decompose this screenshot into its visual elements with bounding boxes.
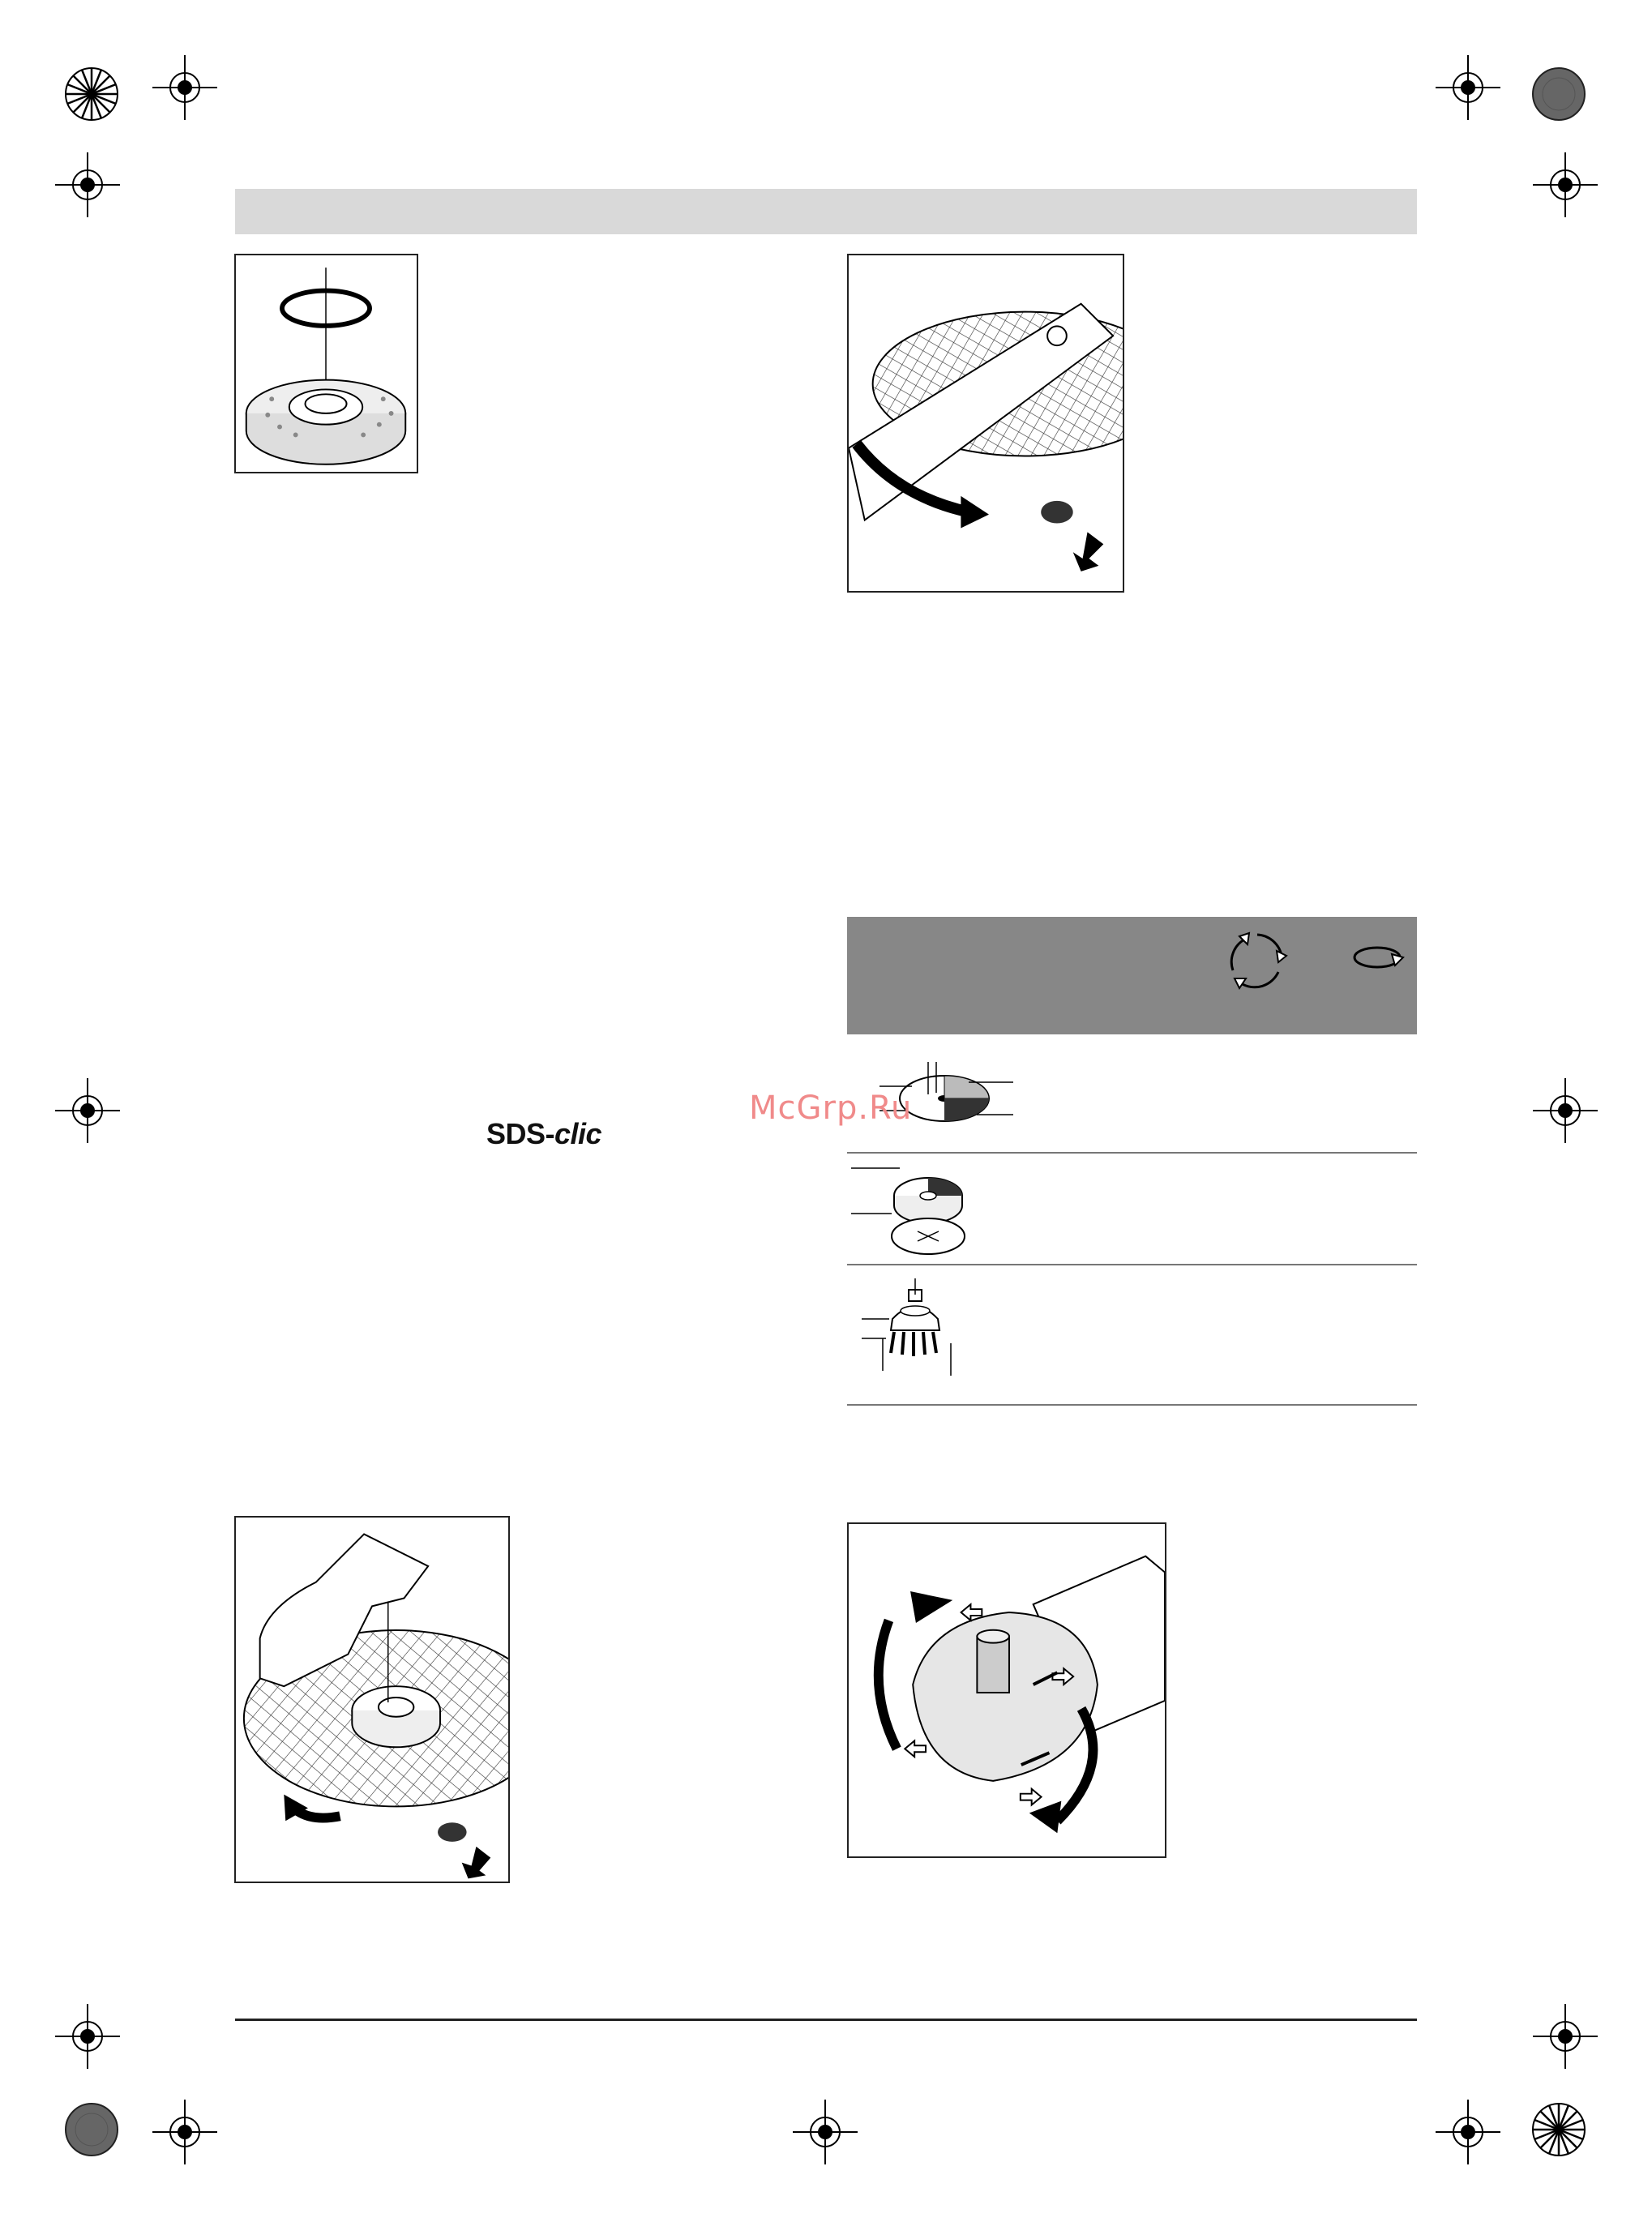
figure-flange-o-ring — [234, 254, 418, 473]
flange-with-o-ring-icon — [236, 255, 417, 472]
registration-mark-bottom-right — [1436, 2100, 1500, 2164]
registration-mark-bottom-left — [152, 2100, 217, 2164]
sds-logo-main: SDS- — [486, 1117, 555, 1150]
watermark: McGrp.Ru — [749, 1090, 913, 1127]
accessory-table-header — [847, 917, 1417, 1034]
registration-mark-top-left — [152, 55, 217, 120]
registration-mark-right-lower — [1533, 2004, 1598, 2069]
page-header-bar — [235, 189, 1417, 234]
table-row-divider — [847, 1404, 1417, 1406]
figure-spanner-tightening — [847, 254, 1124, 593]
registration-mark-right-middle — [1533, 1078, 1598, 1143]
registration-mark-left-upper — [55, 152, 120, 217]
star-target-bottom-right — [1532, 2103, 1586, 2156]
table-row-divider — [847, 1152, 1417, 1154]
gray-target-bottom-left — [65, 2103, 118, 2156]
cup-brush-icon — [862, 1278, 967, 1400]
recycle-arrows-icon — [1225, 928, 1290, 993]
registration-mark-bottom-center — [793, 2100, 858, 2164]
registration-mark-left-lower — [55, 2004, 120, 2069]
gear-head-rotate-with-screws-icon — [849, 1524, 1165, 1856]
figure-hand-disc-quick-clamp — [234, 1516, 510, 1883]
two-pin-spanner-on-disc-icon — [849, 255, 1123, 591]
page-footer-rule — [235, 2019, 1417, 2021]
figure-gear-head-rotation — [847, 1522, 1166, 1858]
registration-mark-right-upper — [1533, 152, 1598, 217]
registration-mark-left-middle — [55, 1078, 120, 1143]
registration-mark-top-right — [1436, 55, 1500, 120]
table-row — [847, 1155, 1417, 1261]
flap-disc-icon — [851, 1163, 989, 1261]
rotation-arrow-icon — [1350, 941, 1406, 974]
sds-clic-logo — [486, 1117, 601, 1151]
table-row — [847, 1046, 1417, 1151]
table-row-divider — [847, 1264, 1417, 1265]
table-row — [847, 1267, 1417, 1405]
gray-target-top-right — [1532, 67, 1586, 121]
hand-holding-disc-with-quick-clamp-nut-icon — [236, 1518, 508, 1882]
star-target-top-left — [65, 67, 118, 121]
sds-logo-italic: clic — [554, 1117, 602, 1150]
